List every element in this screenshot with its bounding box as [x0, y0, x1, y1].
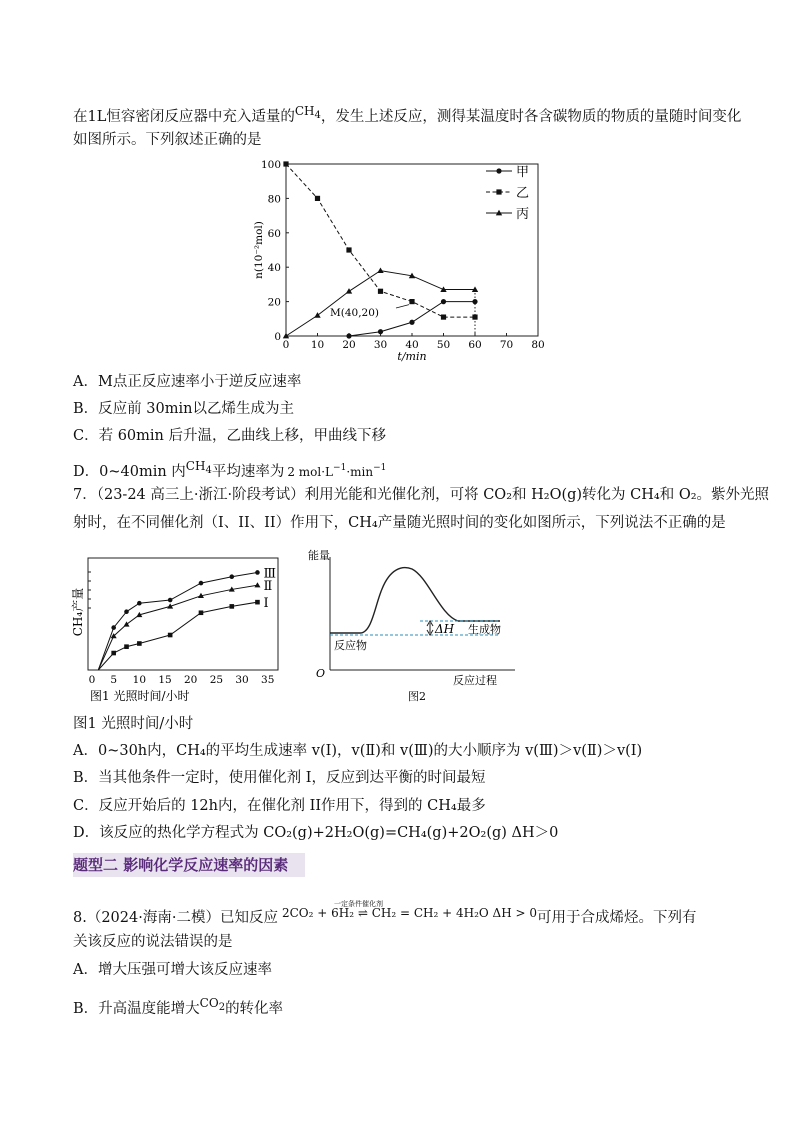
fig1-point: [124, 621, 130, 626]
annotation-m: M(40,20): [330, 307, 380, 319]
section-title: 题型二 影响化学反应速率的因素: [73, 856, 289, 874]
fig2-caption: 图2: [408, 690, 426, 703]
q6-stem-line2: 如图所示。下列叙述正确的是: [73, 132, 262, 148]
fig1-series-line: [98, 585, 257, 670]
x-tick-label: 10: [310, 339, 325, 351]
fig1-series-line: [98, 602, 257, 670]
fig1-caption: 图1 光照时间/小时: [90, 689, 190, 703]
data-point: [346, 288, 352, 294]
data-point: [378, 289, 383, 294]
annotation-pointer: [396, 305, 409, 308]
fig1-point: [111, 651, 116, 656]
data-point: [315, 196, 320, 201]
data-point: [378, 329, 383, 334]
q8-formula: 2CO₂ + 6H₂ ⇌ CH₂ = CH₂ + 4H₂O ΔH > 0: [281, 906, 538, 920]
q6-option-d-unit: mol·L: [298, 465, 334, 479]
section-header: [73, 853, 305, 877]
q6-option-d-part-b: 平均速率为: [211, 464, 285, 480]
fig1-x-tick-label: 20: [184, 674, 198, 686]
fig1-point: [168, 633, 173, 638]
fig1-x-tick-label: 25: [209, 674, 224, 686]
q8-suffix: 可用于合成烯烃。下列有: [537, 910, 697, 926]
fig2-dh-label: ΔH: [435, 622, 455, 636]
series-line-2: [286, 164, 475, 317]
q7-option-d: D．该反应的热化学方程式为 CO₂(g)+2H₂O(g)=CH₄(g)+2O₂(g) ΔH＞0: [73, 825, 559, 841]
data-point: [346, 247, 351, 252]
q6-ch4: [294, 104, 321, 121]
fig1-x-tick-label: 0: [88, 674, 96, 686]
y-tick-label: 60: [267, 227, 281, 240]
q8-co2-sub: 2: [218, 1002, 226, 1013]
fig1-x-tick-label: 10: [132, 674, 147, 686]
x-tick-label: 0: [282, 339, 290, 351]
q8-stem-line2: 关该反应的说法错误的是: [73, 934, 233, 950]
q8-formula-wrap: [282, 902, 537, 924]
fig1-point: [137, 601, 142, 606]
q7-option-b: B．当其他条件一定时，使用催化剂 I，反应到达平衡的时间最短: [73, 770, 486, 786]
q6-option-d-value: [287, 465, 386, 479]
fig1-point: [255, 600, 260, 605]
fig1-point: [199, 581, 204, 586]
fig1-point: [229, 574, 234, 579]
q8-option-b: [73, 992, 283, 1020]
q6-option-d-ch4: [185, 459, 212, 476]
fig2-product-label: 生成物: [468, 623, 501, 636]
q6-option-d: [73, 455, 386, 483]
q7-fig1-note: 图1 光照时间/小时: [73, 716, 194, 732]
data-point: [283, 161, 288, 166]
q6-option-d-sup2: −1: [373, 463, 387, 473]
data-point: [496, 168, 501, 173]
fig1-x-tick-label: 5: [110, 674, 118, 686]
y-tick-label: 20: [267, 296, 281, 309]
q6-option-d-sup1: −1: [333, 463, 347, 473]
q8-stem-line1: [73, 902, 697, 929]
data-point: [472, 314, 477, 319]
fig1-point: [199, 610, 204, 615]
x-tick-label: 30: [373, 339, 388, 351]
fig1-point: [168, 598, 173, 603]
q6-option-d-part-a: D．0~40min 内: [73, 464, 186, 480]
fig1-ylabel: CH₄产量: [71, 587, 85, 637]
q7-option-a: A．0~30h内，CH₄的平均生成速率 v(Ⅰ)，v(Ⅱ)和 v(Ⅲ)的大小顺序为 v(Ⅲ)＞v(Ⅱ)＞v(Ⅰ): [73, 743, 643, 759]
q6-stem-line1: [73, 100, 741, 128]
y-tick-label: 100: [260, 159, 281, 171]
fig1-point: [254, 582, 260, 587]
fig2-origin: O: [316, 667, 326, 680]
fig1-point: [137, 641, 142, 646]
fig1-x-tick-label: 15: [158, 674, 172, 686]
data-point: [472, 299, 477, 304]
x-tick-label: 60: [468, 339, 482, 351]
y-tick-label: 40: [267, 262, 281, 275]
q6-option-c: C．若 60min 后升温，乙曲线上移，甲曲线下移: [73, 428, 386, 444]
q6-option-d-ch4-sub: 4: [205, 465, 212, 476]
q7-option-c: C．反应开始后的 12h内，在催化剂 II作用下，得到的 CH₄最多: [73, 798, 486, 814]
q6-stem-part-a: 在1L恒容密闭反应器中充入适量的: [73, 109, 295, 125]
x-axis-label: t/min: [397, 350, 427, 363]
q8-catalyst: 一定条件催化剂: [333, 900, 383, 908]
q8-option-b-part-a: B．升高温度能增大: [73, 1001, 200, 1017]
legend-label: 乙: [516, 186, 530, 201]
q8-co2: [199, 996, 226, 1013]
fig1-series-label: Ⅲ: [263, 566, 277, 582]
q7-figure1: [70, 550, 285, 705]
data-point: [409, 320, 414, 325]
fig1-point: [124, 644, 129, 649]
q8-prefix: 8.（2024·海南·二模）已知反应: [73, 910, 278, 926]
fig1-point: [111, 625, 116, 630]
data-point: [496, 189, 501, 194]
fig1-point: [255, 570, 260, 575]
fig1-point: [124, 609, 129, 614]
q8-co2-text: CO: [199, 996, 219, 1010]
fig2-xlabel: 反应过程: [453, 674, 497, 687]
y-tick-label: 80: [267, 193, 281, 206]
legend-label: 丙: [516, 207, 530, 222]
x-tick-label: 50: [436, 339, 451, 351]
q6-option-d-ch4-text: CH: [185, 459, 206, 473]
x-tick-label: 70: [499, 339, 514, 351]
fig1-x-tick-label: 35: [261, 674, 275, 686]
q6-chart: [250, 152, 550, 364]
data-point: [441, 299, 446, 304]
data-point: [409, 299, 414, 304]
fig1-point: [229, 604, 234, 609]
series-line-3: [286, 271, 475, 336]
y-tick-label: 0: [274, 331, 281, 343]
fig1-frame: [88, 558, 278, 670]
fig1-series-label: Ⅱ: [263, 579, 273, 595]
fig2-ylabel: 能量: [308, 549, 330, 562]
data-point: [314, 312, 320, 318]
data-point: [441, 314, 446, 319]
fig2-reactant-label: 反应物: [334, 639, 367, 652]
q8-option-a: A．增大压强可增大该反应速率: [73, 962, 272, 978]
q6-option-b: B．反应前 30min以乙烯生成为主: [73, 401, 294, 417]
legend-label: 甲: [516, 165, 530, 180]
q8-option-b-part-b: 的转化率: [225, 1001, 284, 1017]
q6-ch4-text: CH: [294, 104, 315, 118]
y-axis-label: n(10⁻²mol): [253, 221, 265, 279]
x-tick-label: 80: [531, 339, 545, 351]
x-tick-label: 40: [405, 339, 419, 351]
fig1-series-line: [98, 572, 257, 670]
x-tick-label: 20: [342, 339, 356, 351]
q6-option-a: A．M点正反应速率小于逆反应速率: [73, 374, 302, 390]
fig1-x-tick-label: 30: [235, 674, 249, 686]
data-point: [377, 267, 383, 273]
data-point: [346, 333, 351, 338]
q7-figure2: [300, 545, 520, 705]
q6-option-d-unit2: ·min: [346, 465, 374, 479]
q6-stem-part-b: ，发生上述反应，测得某温度时各含碳物质的物质的量随时间变化: [320, 109, 742, 125]
q7-stem-line2: 射时，在不同催化剂（I、II、II）作用下，CH₄产量随光照时间的变化如图所示，下列说法不正确的是: [73, 515, 726, 531]
fig1-series-label: Ⅰ: [263, 596, 269, 612]
q6-ch4-sub: 4: [314, 110, 321, 121]
q6-option-d-number: 2: [287, 465, 295, 479]
q7-stem-line1: 7．（23-24 高三上·浙江·阶段考试）利用光能和光催化剂，可将 CO₂和 H₂O(g)转化为 CH₄和 O₂。紫外光照: [73, 487, 770, 503]
